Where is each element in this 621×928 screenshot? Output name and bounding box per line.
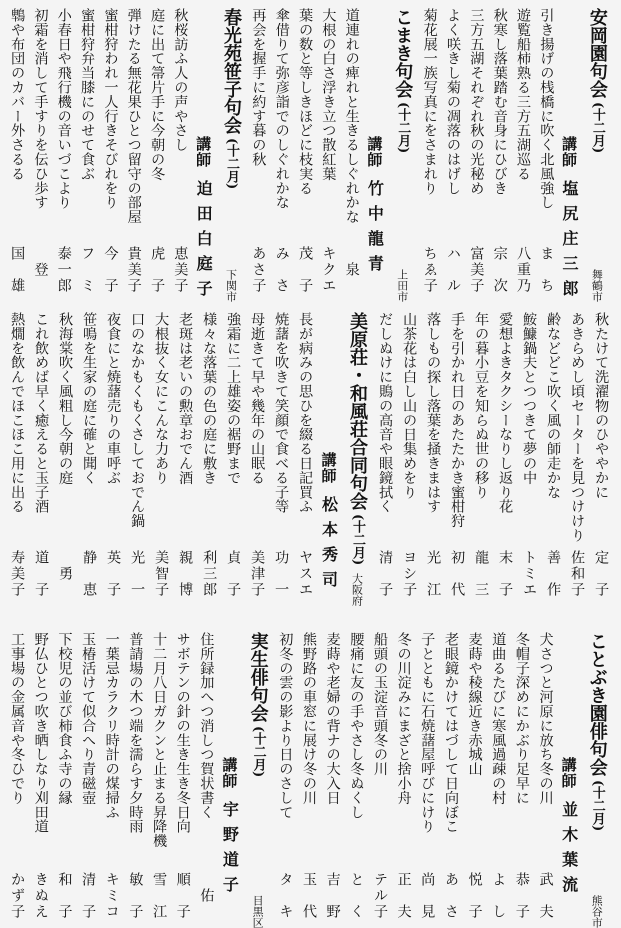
haiku-column: [102, 312, 124, 598]
band-bottom: [6, 632, 612, 928]
haiku-text: 鵯や布団のカバー外さるる: [9, 8, 26, 181]
teacher-name: 並木葉流: [559, 801, 579, 901]
haiku-text: 熊野路の車窓に展け冬の川: [300, 632, 317, 805]
haiku-author: 八重乃: [514, 246, 531, 292]
haiku-column: [29, 8, 51, 294]
haiku-author: ヨシ子: [401, 550, 418, 596]
group-month: (十二月): [589, 780, 605, 832]
haiku-text: 強霜に二上雄姿の裾野まで: [225, 312, 242, 485]
haiku-column: [271, 8, 293, 294]
group-title: [222, 8, 240, 189]
haiku-column: [198, 312, 220, 598]
haiku-text: 下校児の並び柿食ふ寺の縁: [56, 632, 73, 805]
group-month: (十二月): [350, 514, 365, 566]
haiku-author: ヤスエ: [297, 550, 314, 596]
haiku-column: [317, 8, 339, 294]
haiku-text: 冬の川淀みにまざと捨小舟: [395, 632, 412, 805]
teacher-name: 竹中龍青: [365, 180, 385, 280]
haiku-author: あさ子: [250, 246, 267, 292]
haiku-column: [512, 8, 534, 294]
group-title-column: [243, 632, 273, 928]
haiku-author: 美津子: [249, 550, 266, 596]
haiku-column: [123, 8, 145, 294]
haiku-text: 傘借りて弥彦詣でのしぐれかな: [273, 8, 290, 210]
teacher-name: 宇野道子: [220, 801, 240, 901]
haiku-author: 光一: [129, 550, 146, 596]
haiku-text: 熱燗を飲んでほこほこ用に出る: [9, 312, 26, 514]
haiku-author: キクエ: [320, 246, 337, 292]
haiku-text: 老斑は老いの勲章おでん酒: [177, 312, 194, 485]
haiku-text: あきらめし頃セーターを見つけけり: [569, 312, 586, 543]
haiku-author: 武夫: [537, 872, 554, 918]
haiku-text: 鮟鱇鍋夫とつつきて夢の中: [521, 312, 538, 485]
haiku-author: タキ: [277, 872, 294, 918]
haiku-column: [124, 632, 146, 920]
teacher-name: 塩尻庄三郎: [560, 180, 580, 305]
haiku-author: 利三郎: [201, 550, 218, 596]
haiku-author: かず子: [9, 872, 26, 918]
haiku-column: [270, 312, 292, 598]
haiku-column: [76, 8, 98, 294]
haiku-text: 秋桜訪ふ人の声やさし: [172, 8, 189, 152]
haiku-author: 茂子: [297, 246, 314, 292]
haiku-column: [247, 8, 269, 294]
haiku-author: 清子: [377, 550, 394, 596]
haiku-author: 宗次: [491, 246, 508, 292]
group-name: 実生俳句会: [247, 632, 269, 722]
group-title: [588, 8, 606, 153]
haiku-text: 一葉忌カラクリ時計の煤掃ふ: [103, 632, 120, 820]
teacher-label: 講師: [220, 757, 239, 789]
group-city: 下関市: [224, 269, 238, 302]
haiku-text: 初霜を消して手すりを伝ひ歩す: [32, 8, 49, 210]
haiku-author: 貴美子: [125, 246, 142, 292]
haiku-text: 十二月八日ガクンと止まる昇降機: [151, 632, 168, 848]
haiku-column: [518, 312, 540, 598]
teacher-name: 松本秀司: [319, 496, 339, 596]
haiku-column: [398, 312, 420, 598]
haiku-text: 落しもの探し落葉を掻きまはす: [425, 312, 442, 514]
haiku-text: 蜜柑狩弁当膝にのせて食ぶ: [79, 8, 96, 181]
haiku-column: [53, 8, 75, 294]
haiku-author: あさ: [442, 872, 459, 918]
haiku-column: [6, 632, 28, 920]
haiku-column: [99, 8, 121, 294]
haiku-author: 順子: [174, 872, 191, 918]
group-title: [249, 632, 267, 777]
haiku-column: [174, 312, 196, 598]
haiku-column: [6, 312, 28, 598]
haiku-author: 虎子: [149, 246, 166, 292]
haiku-author: 国雄: [9, 246, 26, 292]
haiku-column: [487, 632, 509, 920]
haiku-column: [534, 632, 556, 920]
haiku-column: [6, 8, 28, 294]
haiku-column: [419, 8, 441, 294]
haiku-author: 親博: [177, 550, 194, 596]
haiku-text: 菊花展一族写真にをさまれり: [421, 8, 438, 196]
teacher-line: [560, 136, 579, 305]
haiku-author: 佑: [198, 887, 215, 903]
haiku-author: フミ: [79, 246, 96, 292]
haiku-column: [246, 312, 268, 598]
haiku-author: 佐和子: [569, 550, 586, 596]
haiku-column: [298, 632, 320, 920]
haiku-text: 母逝きて早や幾年の山眠る: [249, 312, 266, 485]
teacher-column: [364, 8, 386, 294]
teacher-label: 講師: [365, 136, 384, 168]
haiku-column: [150, 312, 172, 598]
teacher-line: [560, 757, 579, 901]
haiku-author: 尚見: [419, 872, 436, 918]
haiku-author: テル子: [371, 872, 388, 918]
group-month: (十二月): [250, 726, 266, 778]
haiku-column: [590, 312, 612, 598]
haiku-column: [463, 632, 485, 920]
haiku-text: 小春日や飛行機の音いづこより: [55, 8, 72, 210]
haiku-text: 笹鳴を生家の庭に確と聞く: [81, 312, 98, 485]
haiku-text: これ飲めば早く癒えると玉子酒: [33, 312, 50, 514]
haiku-author: 今子: [102, 246, 119, 292]
haiku-text: 蜜柑狩われ一人行きそびれをり: [102, 8, 119, 210]
haiku-text: 住所録加へつ消しつ賀状書く: [198, 632, 215, 820]
group-title: [588, 632, 606, 831]
haiku-column: [195, 632, 217, 920]
group-title-column: [342, 312, 372, 606]
haiku-column: [345, 632, 367, 920]
haiku-text: 麦蒔や老婦の背ナの大入日: [324, 632, 341, 805]
haiku-text: 愛想よきタクシーなりし返り花: [497, 312, 514, 514]
teacher-line: [194, 136, 213, 305]
haiku-column: [446, 312, 468, 598]
teacher-label: 講師: [319, 452, 338, 484]
group-title: [348, 312, 366, 565]
haiku-column: [77, 632, 99, 920]
haiku-column: [535, 8, 557, 294]
group-month: (十二月): [223, 138, 239, 190]
haiku-text: 秋寒し落葉踏む音身にひびき: [491, 8, 508, 196]
haiku-author: 貞子: [225, 550, 242, 596]
haiku-author: 玉代: [300, 872, 317, 918]
haiku-text: 冬帽子深めにかぶり足早に: [513, 632, 530, 805]
haiku-text: 犬さつと河原に放ち冬の川: [537, 632, 554, 805]
haiku-column: [341, 8, 363, 294]
haiku-column: [440, 632, 462, 920]
haiku-column: [542, 312, 564, 598]
haiku-author: まち: [538, 246, 555, 292]
haiku-text: 三方五湖それぞれ秋の光秘め: [468, 8, 485, 196]
group-title-column: [387, 8, 417, 302]
haiku-author: 清子: [80, 872, 97, 918]
haiku-text: 山茶花は白し山の日集めをり: [401, 312, 418, 500]
haiku-column: [148, 632, 170, 920]
haiku-text: サボテンの針の生き生き冬日向: [174, 632, 191, 834]
haiku-text: 再会を握手に約す暮の秋: [250, 8, 267, 167]
haiku-text: 麦蒔や稜線近き赤城山: [466, 632, 483, 776]
haiku-author: 善作: [545, 550, 562, 596]
haiku-author: きぬえ: [32, 872, 49, 918]
teacher-line: [365, 136, 384, 280]
haiku-author: とく: [348, 872, 365, 918]
haiku-author: 和子: [56, 872, 73, 918]
haiku-author: 定子: [593, 550, 610, 596]
haiku-author: キミコ: [103, 872, 120, 918]
haiku-author: 恵美子: [172, 246, 189, 292]
haiku-text: 引き揚げの桟橋に吹く北風強し: [538, 8, 555, 210]
haiku-column: [54, 312, 76, 598]
haiku-author: 登: [32, 261, 49, 277]
haiku-column: [465, 8, 487, 294]
haiku-text: 葉の数と等しきほどに枝実る: [297, 8, 314, 196]
haiku-author: 正夫: [395, 872, 412, 918]
group-title-column: [582, 632, 612, 928]
haiku-column: [416, 632, 438, 920]
haiku-text: 大根の白さ浮き立つ散紅葉: [320, 8, 337, 181]
haiku-text: 秋たけて洗濯物のひややかに: [593, 312, 610, 500]
haiku-column: [566, 312, 588, 598]
haiku-column: [78, 312, 100, 598]
haiku-column: [369, 632, 391, 920]
haiku-author: 功一: [273, 550, 290, 596]
haiku-text: 腰痛に友の手やさし冬ぬくし: [348, 632, 365, 820]
haiku-author: 勇: [57, 565, 74, 581]
haiku-text: 口のなかもくもくさしておでん鍋: [129, 312, 146, 528]
teacher-line: [320, 452, 339, 596]
haiku-text: 遊覧船柿熟る三方五湖巡る: [514, 8, 531, 181]
haiku-text: 年の暮小豆を知らぬ世の移り: [473, 312, 490, 500]
haiku-author: 泰一郎: [55, 246, 72, 292]
group-city: 上田市: [395, 269, 409, 302]
haiku-text: 弾けたる無花果ひとつ留守の部屋: [125, 8, 142, 224]
haiku-column: [172, 632, 194, 920]
haiku-column: [422, 312, 444, 598]
haiku-column: [126, 312, 148, 598]
haiku-column: [442, 8, 464, 294]
haiku-text: 焼藷を吹きて笑顔で食べる子等: [273, 312, 290, 514]
haiku-text: 秋海棠吹く風粗し今朝の庭: [57, 312, 74, 485]
group-city: 熊谷市: [590, 895, 604, 928]
haiku-text: 道曲るたびに寒風過疎の村: [490, 632, 507, 805]
band-middle: [6, 312, 612, 606]
haiku-text: 普請場の木つ端を濡らす夕時雨: [127, 632, 144, 834]
haiku-author: 悦子: [466, 872, 483, 918]
haiku-column: [470, 312, 492, 598]
haiku-author: 寿美子: [9, 550, 26, 596]
group-city: 舞鶴市: [590, 269, 604, 302]
haiku-column: [294, 312, 316, 598]
group-name: ことぶき園俳句会: [586, 632, 608, 776]
haiku-column: [169, 8, 191, 294]
haiku-column: [393, 632, 415, 920]
group-name: こまき句会: [392, 8, 414, 98]
band-top: [6, 8, 612, 305]
haiku-author: 末子: [497, 550, 514, 596]
teacher-name: 迫田白庭子: [194, 180, 214, 305]
teacher-column: [219, 632, 241, 920]
teacher-line: [220, 757, 239, 901]
haiku-column: [274, 632, 296, 920]
haiku-text: だしぬけに鵙の高音や眼鏡拭く: [377, 312, 394, 514]
teacher-column: [558, 632, 580, 920]
haiku-author: 富美子: [468, 246, 485, 292]
haiku-text: 長が病みの思ひを綴る日記買ふ: [297, 312, 314, 514]
haiku-author: 美智子: [153, 550, 170, 596]
haiku-column: [53, 632, 75, 920]
haiku-text: 手を引かれ日のあたたかき蜜柑狩: [449, 312, 466, 528]
haiku-column: [222, 312, 244, 598]
haiku-text: 齢などどこ吹く風の師走かな: [545, 312, 562, 500]
group-city: 大阪府: [350, 573, 364, 606]
haiku-column: [511, 632, 533, 920]
group-name: 春光苑笹子句会: [220, 8, 242, 134]
teacher-column: [559, 8, 581, 305]
group-name: 安岡園句会: [586, 8, 608, 98]
haiku-column: [374, 312, 396, 598]
haiku-column: [489, 8, 511, 294]
group-title: [392, 8, 414, 154]
haiku-text: 工事場の金属音や冬ひでり: [9, 632, 26, 805]
haiku-author: 静恵: [81, 550, 98, 596]
haiku-author: 雪江: [151, 872, 168, 918]
haiku-text: 老眼鏡かけてはづして日向ぼこ: [442, 632, 459, 834]
haiku-text: 庭に出て箒片手に今朝の冬: [149, 8, 166, 181]
group-name: 美原荘・和風荘合同句会: [347, 312, 368, 510]
group-month: (十二月): [395, 102, 411, 154]
haiku-author: 龍三: [473, 550, 490, 596]
haiku-column: [30, 312, 52, 598]
haiku-author: ちゑ子: [421, 246, 438, 292]
haiku-text: 大根抜く女にこんな力あり: [153, 312, 170, 485]
haiku-column: [322, 632, 344, 920]
haiku-author: みさ: [273, 246, 290, 292]
teacher-label: 講師: [559, 757, 578, 789]
haiku-author: トミエ: [521, 550, 538, 596]
haiku-text: 船頭の玉淀音頭冬の川: [371, 632, 388, 776]
haiku-column: [494, 312, 516, 598]
haiku-column: [30, 632, 52, 920]
haiku-author: 泉: [343, 261, 360, 277]
haiku-text: 夜食にと焼藷売りの車呼ぶ: [105, 312, 122, 485]
haiku-text: 様々な落葉の色の庭に敷き: [201, 312, 218, 485]
haiku-author: 光江: [425, 550, 442, 596]
group-title-column: [582, 8, 612, 302]
haiku-text: 初冬の雲の影より日のさして: [277, 632, 294, 820]
haiku-author: 初代: [449, 550, 466, 596]
haiku-text: 玉椿活けて似合へり青磁壺: [80, 632, 97, 805]
teacher-label: 講師: [194, 136, 213, 168]
group-month: (十二月): [589, 102, 605, 154]
haiku-author: ハル: [445, 246, 462, 292]
haiku-author: 道子: [33, 550, 50, 596]
haiku-author: 敏子: [127, 872, 144, 918]
teacher-column: [318, 312, 340, 598]
haiku-author: よし: [490, 872, 507, 918]
haiku-column: [146, 8, 168, 294]
haiku-column: [101, 632, 123, 920]
teacher-column: [193, 8, 215, 305]
haiku-text: 道連れの痺れと生きるしぐれかな: [343, 8, 360, 224]
haiku-author: 英子: [105, 550, 122, 596]
teacher-label: 講師: [560, 136, 579, 168]
group-city: 目黒区: [251, 895, 265, 928]
haiku-column: [294, 8, 316, 294]
haiku-text: 子とともに石焼藷屋呼びにけり: [419, 632, 436, 834]
group-title-column: [216, 8, 246, 302]
haiku-author: 吉野: [324, 872, 341, 918]
haiku-text: 野仏ひとつ吹き晒しなり刈田道: [32, 632, 49, 834]
haiku-text: よく咲きし菊の凋落のはげし: [445, 8, 462, 196]
haiku-author: 恭子: [513, 872, 530, 918]
